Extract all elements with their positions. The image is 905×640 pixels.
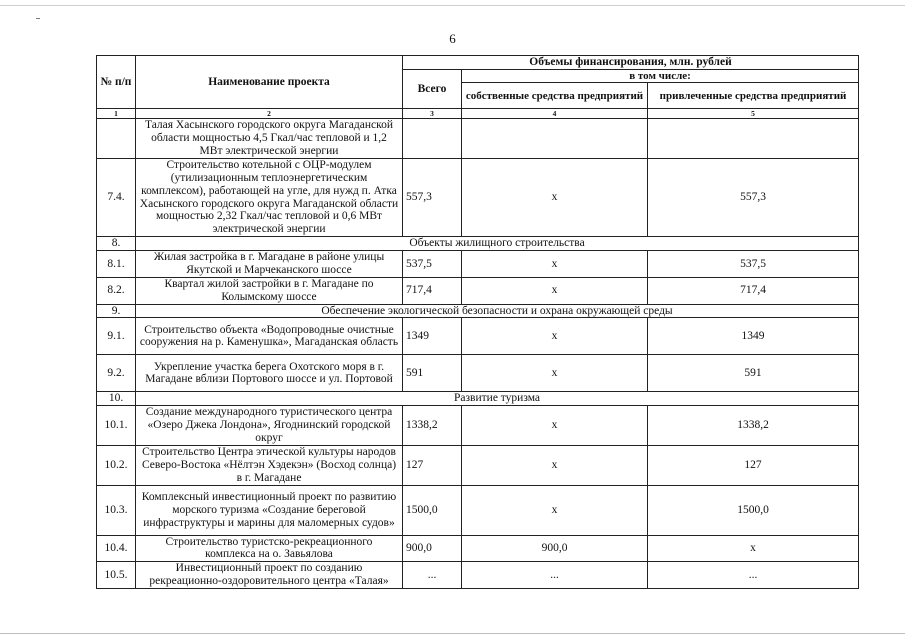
section-number: 9.: [97, 304, 136, 318]
page-number: 6: [449, 31, 456, 46]
total-value: 1338,2: [403, 406, 462, 446]
project-name: Талая Хасынского городского округа Магаданской области мощностью 4,5 Гкал/час тепловой и 1,2 МВт электрической энергии: [136, 119, 403, 159]
total-value: 557,3: [403, 158, 462, 236]
project-name: Укрепление участка берега Охотского моря в г. Магадане вблизи Портового шоссе и ул. Портовой: [136, 355, 403, 392]
section-row: [97, 392, 859, 406]
own-funds-value: х: [462, 445, 648, 485]
header-num: № п/п: [97, 56, 136, 109]
row-number: 10.3.: [97, 485, 136, 535]
row-number: 10.4.: [97, 535, 136, 562]
own-funds-value: ...: [462, 562, 648, 589]
scan-top-edge: [0, 5, 905, 6]
project-name: Строительство котельной с ОЦР-модулем (утилизационным теплоэнергетическим комплексом), работающей на угле, для нужд п. Атка Хасынского городского округа Магаданской области мощностью 2,32 Гкал/час тепловой и 0,6 МВт электрической энергии: [136, 158, 403, 236]
table-row: [97, 119, 859, 159]
section-number: 8.: [97, 237, 136, 251]
own-funds-value: х: [462, 406, 648, 446]
header-attracted-funds: привлеченные средства предприятий: [648, 83, 859, 109]
attracted-funds-value: 591: [648, 355, 859, 392]
total-value: 537,5: [403, 251, 462, 278]
own-funds-value: х: [462, 158, 648, 236]
attracted-funds-value: 1338,2: [648, 406, 859, 446]
attracted-funds-value: х: [648, 535, 859, 562]
row-number: 10.5.: [97, 562, 136, 589]
column-number: 3: [403, 109, 462, 119]
row-number: 10.1.: [97, 406, 136, 446]
table-row: [97, 355, 859, 392]
total-value: 1500,0: [403, 485, 462, 535]
column-number: 4: [462, 109, 648, 119]
own-funds-value: х: [462, 485, 648, 535]
table-row: [97, 535, 859, 562]
section-number: 10.: [97, 392, 136, 406]
table-row: [97, 318, 859, 355]
total-value: ...: [403, 562, 462, 589]
attracted-funds-value: 1500,0: [648, 485, 859, 535]
total-value: [403, 119, 462, 159]
column-number: 2: [136, 109, 403, 119]
total-value: 127: [403, 445, 462, 485]
row-number: 9.1.: [97, 318, 136, 355]
project-name: Инвестиционный проект по созданию рекреационно-оздоровительного центра «Талая»: [136, 562, 403, 589]
row-number: 8.2.: [97, 277, 136, 304]
attracted-funds-value: ...: [648, 562, 859, 589]
attracted-funds-value: 127: [648, 445, 859, 485]
section-row: [97, 237, 859, 251]
project-name: Строительство объекта «Водопроводные очистные сооружения на р. Каменушка», Магаданская область: [136, 318, 403, 355]
project-name: Квартал жилой застройки в г. Магадане по Колымскому шоссе: [136, 277, 403, 304]
total-value: 591: [403, 355, 462, 392]
own-funds-value: х: [462, 318, 648, 355]
table-row: [97, 158, 859, 236]
header-including: в том числе:: [462, 70, 859, 83]
section-row: [97, 304, 859, 318]
project-name: Строительство туристско-рекреационного комплекса на о. Завьялова: [136, 535, 403, 562]
row-number: 9.2.: [97, 355, 136, 392]
project-name: Строительство Центра этической культуры народов Северо-Востока «Нёлтэн Хэдекэн» (Восход солнца) в г. Магадане: [136, 445, 403, 485]
attracted-funds-value: [648, 119, 859, 159]
total-value: 717,4: [403, 277, 462, 304]
table-row: [97, 406, 859, 446]
financing-table: [96, 55, 859, 589]
row-number: 10.2.: [97, 445, 136, 485]
project-name: Создание международного туристического центра «Озеро Джека Лондона», Ягоднинский городской округ: [136, 406, 403, 446]
scan-bottom-edge: [0, 633, 905, 634]
table-row: [97, 277, 859, 304]
table-row: [97, 445, 859, 485]
attracted-funds-value: 1349: [648, 318, 859, 355]
scan-mark: [36, 18, 40, 19]
total-value: 900,0: [403, 535, 462, 562]
attracted-funds-value: 537,5: [648, 251, 859, 278]
row-number: 7.4.: [97, 158, 136, 236]
project-name: Комплексный инвестиционный проект по развитию морского туризма «Создание береговой инфраструктуры и марины для маломерных судов»: [136, 485, 403, 535]
section-title: Обеспечение экологической безопасности и охрана окружающей среды: [136, 304, 859, 318]
header-financing-volume: Объемы финансирования, млн. рублей: [403, 56, 859, 70]
header-own-funds: собственные средства предприятий: [462, 83, 648, 109]
row-number: 8.1.: [97, 251, 136, 278]
section-title: Объекты жилищного строительства: [136, 237, 859, 251]
column-number: 1: [97, 109, 136, 119]
total-value: 1349: [403, 318, 462, 355]
column-numbers-row: [97, 109, 859, 119]
table-row: [97, 562, 859, 589]
table-header: [97, 56, 859, 119]
row-number: [97, 119, 136, 159]
table-row: [97, 485, 859, 535]
table-body: [97, 119, 859, 589]
own-funds-value: 900,0: [462, 535, 648, 562]
project-name: Жилая застройка в г. Магадане в районе улицы Якутской и Марчеканского шоссе: [136, 251, 403, 278]
table-row: [97, 251, 859, 278]
attracted-funds-value: 557,3: [648, 158, 859, 236]
own-funds-value: х: [462, 251, 648, 278]
section-title: Развитие туризма: [136, 392, 859, 406]
column-number: 5: [648, 109, 859, 119]
attracted-funds-value: 717,4: [648, 277, 859, 304]
header-total: Всего: [403, 70, 462, 109]
own-funds-value: х: [462, 355, 648, 392]
own-funds-value: х: [462, 277, 648, 304]
own-funds-value: [462, 119, 648, 159]
header-project-name: Наименование проекта: [136, 56, 403, 109]
